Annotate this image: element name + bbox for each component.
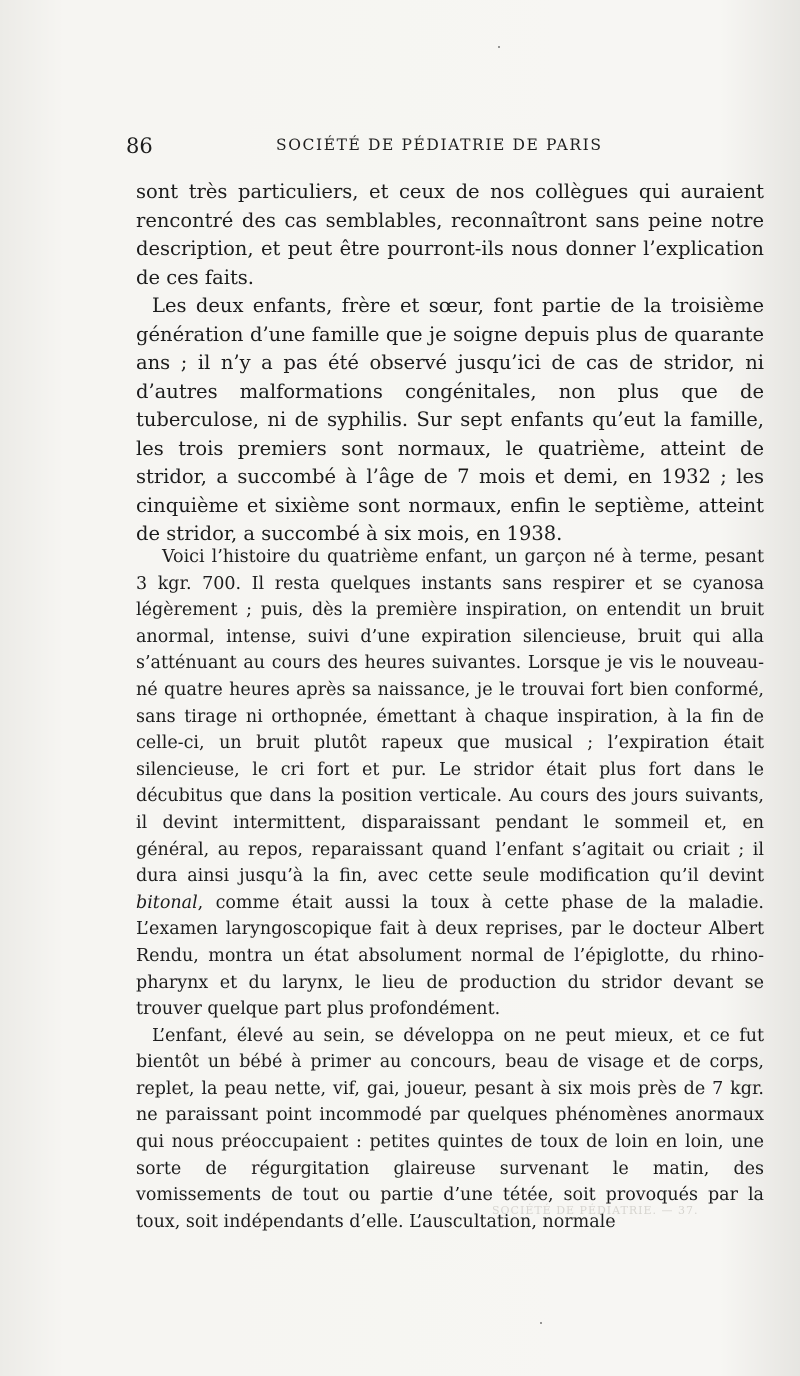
paragraph-case-history bbox=[136, 544, 764, 1023]
italic-term: bitonal bbox=[136, 892, 198, 913]
body-text-large bbox=[136, 178, 764, 549]
speck bbox=[498, 46, 500, 48]
speck bbox=[540, 1322, 542, 1324]
page-number: 86 bbox=[126, 134, 153, 158]
paragraph-development: L’enfant, élevé au sein, se développa on ne peut mieux, et ce fut bientôt un bébé à primer au concours, beau de visage et de corps, replet, la peau nette, vif, gai, joueur, pesant à six mois près de 7 kgr. ne paraissant point incommodé par quelques phénomènes anormaux qui nous préoccupaient : petites quintes de toux de loin en loin, une sorte de régurgitation glaireuse survenant le matin, des vomissements de tout ou partie d’une tétée, soit provoqués par la toux, soit indépendants d’elle. L’auscultation, normale bbox=[136, 1025, 764, 1232]
body-text-small bbox=[136, 544, 764, 1235]
page-header bbox=[126, 130, 766, 170]
bleed-through-footer: SOCIÉTÉ DE PÉDIATRIE. — 37. bbox=[492, 1204, 699, 1217]
case-history-text-1: Voici l’histoire du quatrième enfant, un garçon né à terme, pesant 3 kgr. 700. Il resta quelques instants sans respirer et se cyanosa légèrement ; puis, dès la première inspiration, on entendit un bruit anormal, intense, suivi d’une expiration silencieuse, bruit qui alla s’atténuant au cours des heures suivantes. Lorsque je vis le nouveau-né quatre heures après sa naissance, je le trouvai fort bien conformé, sans tirage ni orthopnée, émettant à chaque inspiration, à la fin de celle-ci, un bruit plutôt rapeux que musical ; l’expiration était silencieuse, le cri fort et pur. Le stridor était plus fort dans le décubitus que dans la position verticale. Au cours des jours suivants, il devint intermittent, disparaissant pendant le sommeil et, en général, au repos, reparaissant quand l’enfant s’agitait ou criait ; il dura ainsi jusqu’à la fin, avec cette seule modification qu’il devint bbox=[136, 547, 764, 887]
case-history-text-2: , comme était aussi la toux à cette phase de la maladie. L’examen laryngoscopique fait à deux reprises, par le docteur Albert Rendu, montra un état absolument normal de l’épiglotte, du rhino-pharynx et du larynx, le lieu de production du stridor devant se trouver quelque part plus profondément. bbox=[136, 892, 764, 1020]
running-title: SOCIÉTÉ DE PÉDIATRIE DE PARIS bbox=[276, 136, 603, 154]
paragraph-continuation: sont très particuliers, et ceux de nos collègues qui auraient rencontré des cas semblables, reconnaîtront sans peine notre description, et peut être pourront-ils nous donner l’explication de ces faits. bbox=[136, 180, 764, 289]
paragraph-family-history: Les deux enfants, frère et sœur, font partie de la troisième génération d’une famille que je soigne depuis plus de quarante ans ; il n’y a pas été observé jusqu’ici de cas de stridor, ni d’autres malformations congénitales, non plus que de tuberculose, ni de syphilis. Sur sept enfants qu’eut la famille, les trois premiers sont normaux, le quatrième, atteint de stridor, a succombé à l’âge de 7 mois et demi, en 1932 ; les cinquième et sixième sont normaux, enfin le septième, atteint de stridor, a succombé à six mois, en 1938. bbox=[136, 294, 764, 545]
